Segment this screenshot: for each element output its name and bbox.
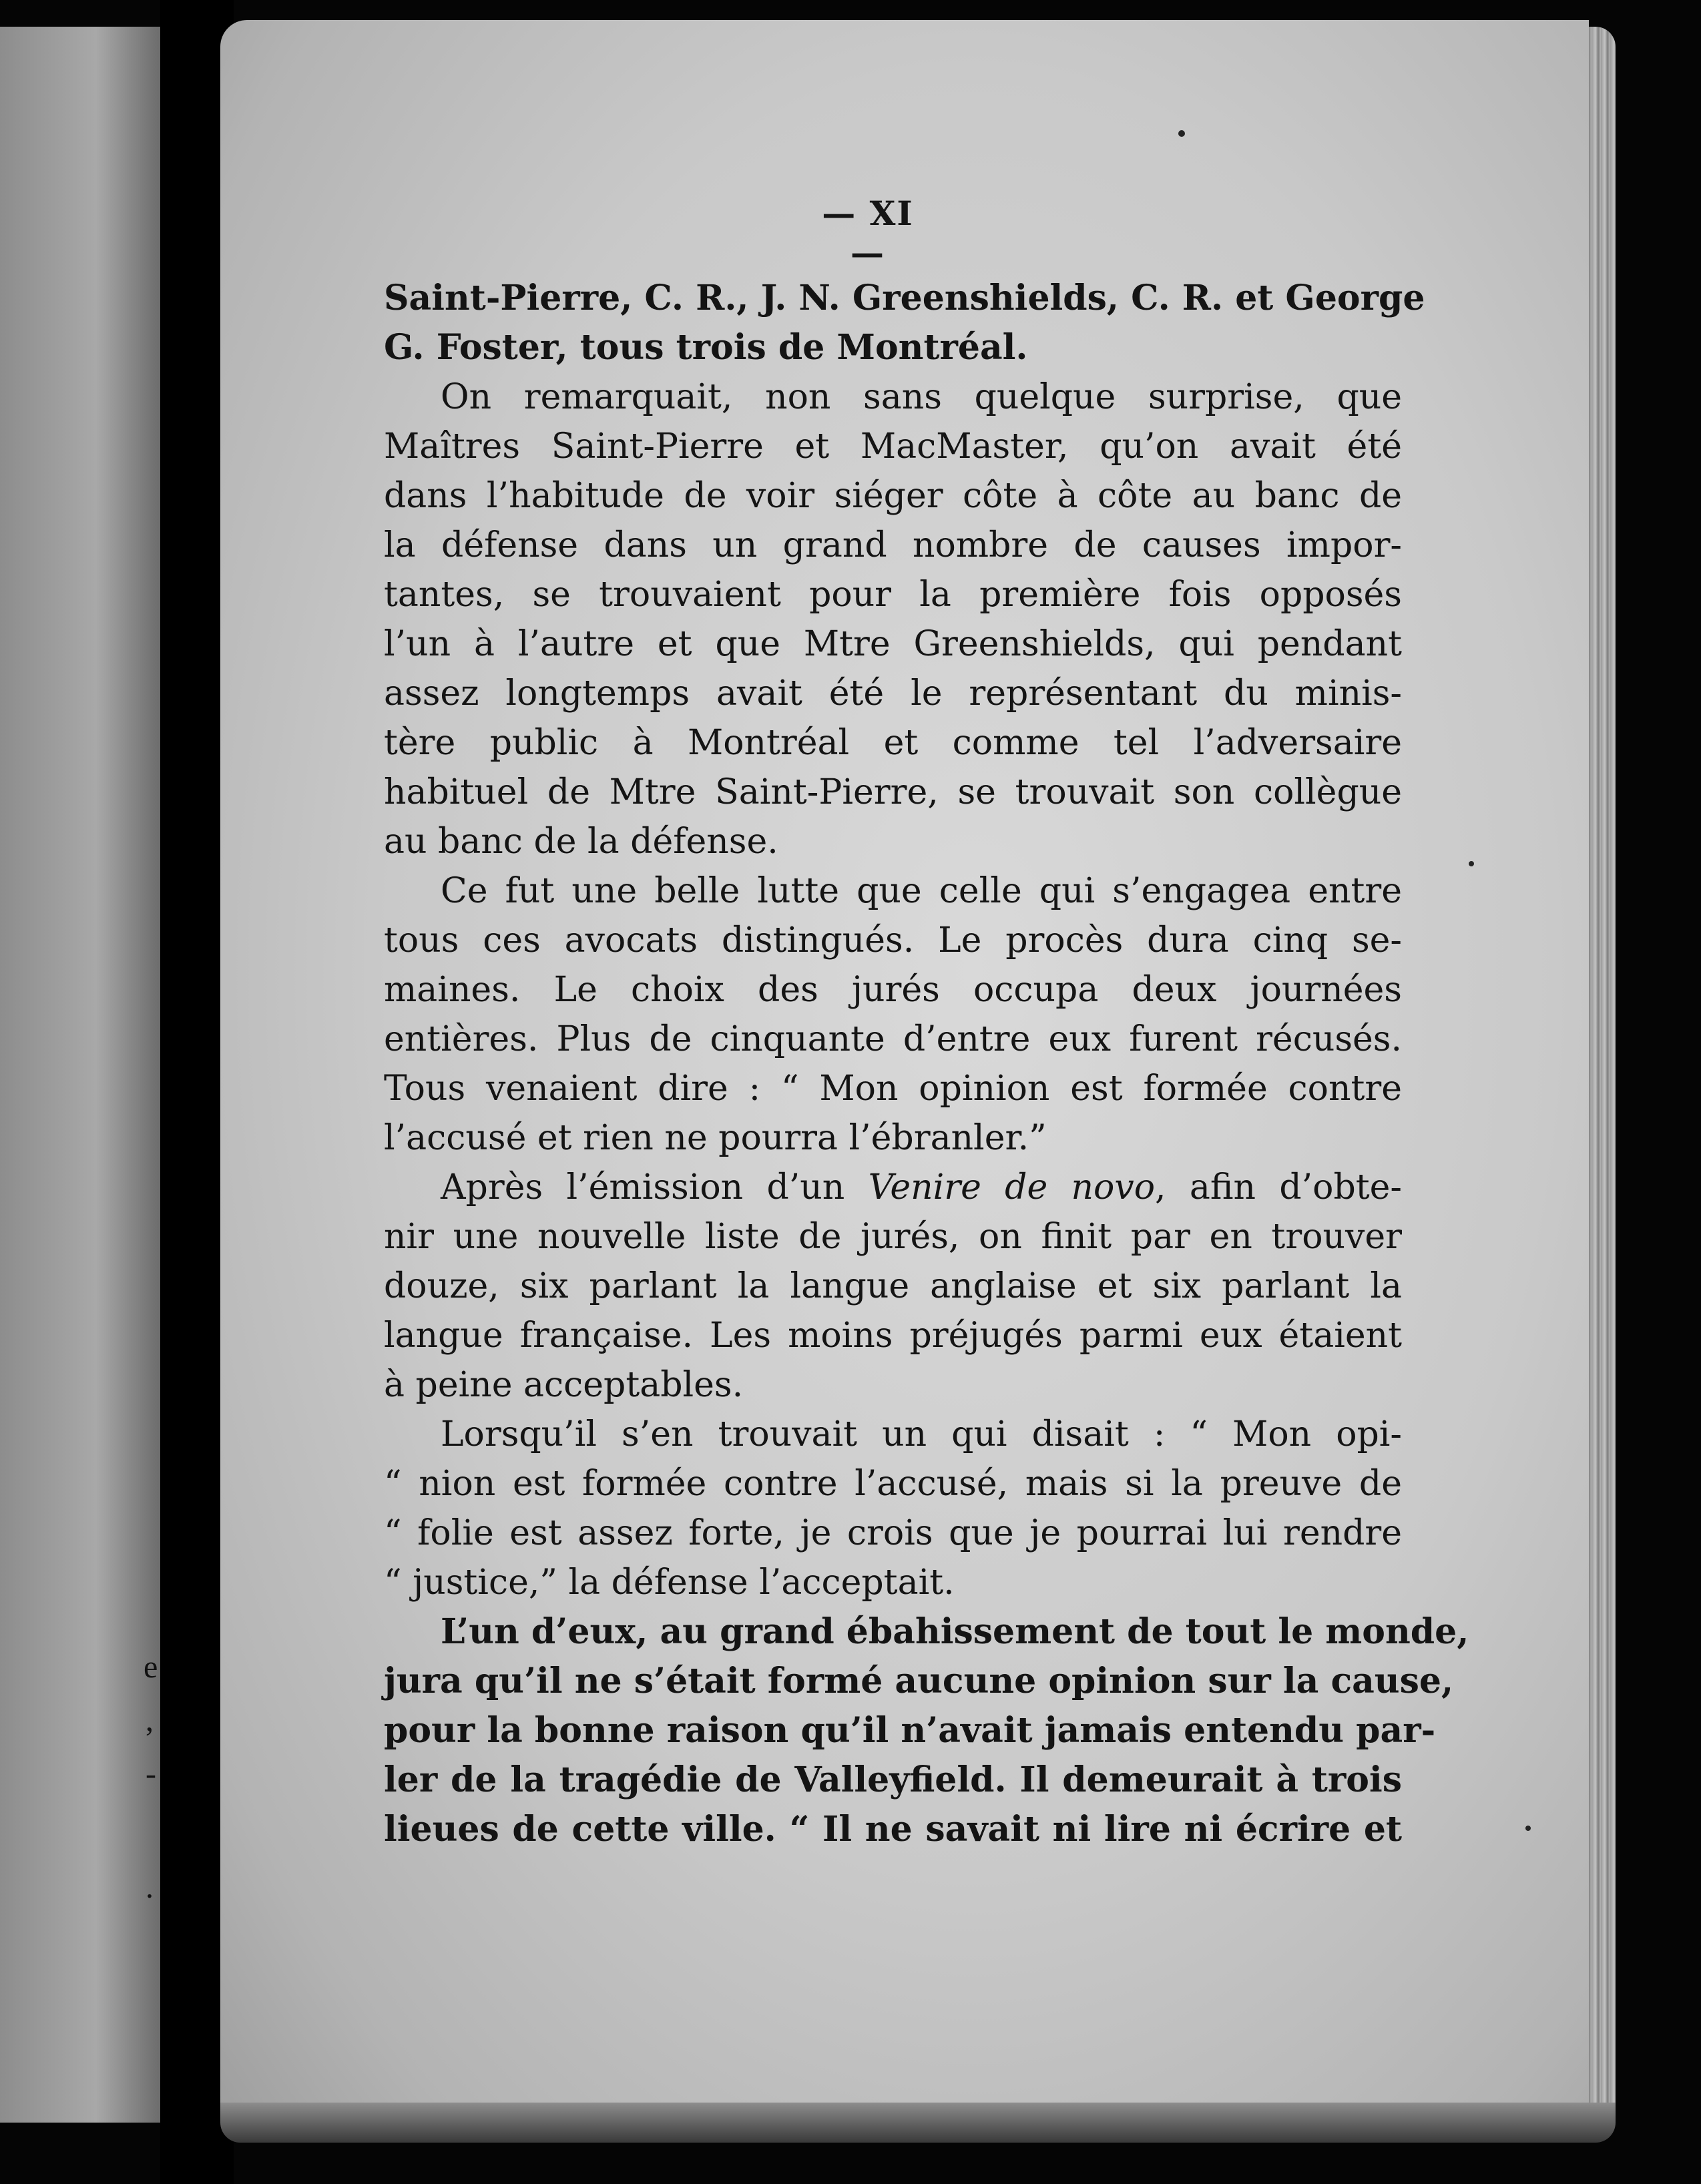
- text-line: Ce fut une belle lutte que celle qui s’engagea entre: [441, 871, 1402, 911]
- text-line: l’accusé et rien ne pourra l’ébranler.”: [384, 1118, 1047, 1158]
- text-line: au banc de la défense.: [384, 822, 778, 862]
- text-line: ler de la tragédie de Valleyfield. Il demeurait à trois: [384, 1759, 1402, 1800]
- text-line: nir une nouvelle liste de jurés, on finit par en trouver: [384, 1217, 1402, 1257]
- text-line: G. Foster, tous trois de Montréal.: [384, 327, 1028, 368]
- text-line: la défense dans un grand nombre de causes impor-: [384, 525, 1402, 565]
- text-line: “ justice,” la défense l’acceptait.: [384, 1563, 955, 1603]
- text-line: Tous venaient dire : “ Mon opinion est formée contre: [384, 1069, 1402, 1109]
- text-line: l’un à l’autre et que Mtre Greenshields, qui pendant: [384, 624, 1402, 664]
- text-line: Après l’émission d’un Venire de novo, afin d’obte-: [441, 1167, 1403, 1207]
- fragment: e: [144, 1649, 158, 1685]
- print-speck: [1525, 1826, 1531, 1831]
- text-line: Maîtres Saint-Pierre et MacMaster, qu’on avait été: [384, 427, 1402, 467]
- text-line: tantes, se trouvaient pour la première fois opposés: [384, 575, 1402, 615]
- fragment: .: [146, 1870, 154, 1905]
- print-speck: [1178, 130, 1185, 137]
- text-line: pour la bonne raison qu’il n’avait jamais entendu par-: [384, 1710, 1436, 1751]
- text-line: maines. Le choix des jurés occupa deux journées: [384, 970, 1402, 1010]
- text-line: habituel de Mtre Saint-Pierre, se trouvait son collègue: [384, 772, 1402, 812]
- previous-page-edge: [0, 27, 160, 2123]
- text-line: L’un d’eux, au grand ébahissement de tout le monde,: [441, 1611, 1469, 1652]
- fragment: ,: [146, 1703, 154, 1738]
- text-line: à peine acceptables.: [384, 1365, 744, 1405]
- text-line: Lorsqu’il s’en trouvait un qui disait : “ Mon opi-: [441, 1414, 1402, 1454]
- page-body-text: [384, 274, 1469, 1854]
- page-bottom-shadow: [220, 2103, 1616, 2143]
- page-number: — XI —: [822, 194, 914, 272]
- text-line: tère public à Montréal et comme tel l’adversaire: [384, 723, 1402, 763]
- text-line: Saint-Pierre, C. R., J. N. Greenshields, C. R. et George: [384, 278, 1425, 318]
- text-line: langue française. Les moins préjugés parmi eux étaient: [384, 1316, 1402, 1356]
- italic-phrase: Venire de novo: [868, 1167, 1156, 1207]
- text-line: assez longtemps avait été le représentant du minis-: [384, 673, 1402, 714]
- text-line: entières. Plus de cinquante d’entre eux furent récusés.: [384, 1019, 1402, 1059]
- text-line: “ folie est assez forte, je crois que je pourrai lui rendre: [384, 1513, 1402, 1553]
- text-line: On remarquait, non sans quelque surprise, que: [441, 377, 1402, 417]
- text-line: dans l’habitude de voir siéger côte à côte au banc de: [384, 476, 1402, 516]
- text-line: “ nion est formée contre l’accusé, mais si la preuve de: [384, 1464, 1402, 1504]
- text-line: douze, six parlant la langue anglaise et six parlant la: [384, 1266, 1402, 1306]
- print-speck: [1469, 861, 1474, 866]
- text-line: tous ces avocats distingués. Le procès dura cinq se-: [384, 920, 1402, 961]
- fragment: -: [146, 1756, 156, 1792]
- text-line: lieues de cette ville. “ Il ne savait ni lire ni écrire et: [384, 1809, 1402, 1850]
- text-line: jura qu’il ne s’était formé aucune opinion sur la cause,: [384, 1661, 1454, 1701]
